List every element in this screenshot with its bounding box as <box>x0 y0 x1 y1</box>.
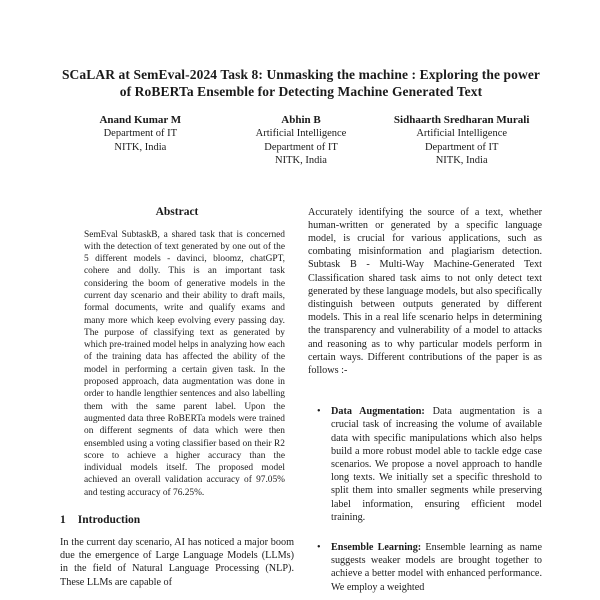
right-column <box>308 206 542 600</box>
bullet-icon: • <box>317 541 321 553</box>
section-title: Introduction <box>77 514 141 527</box>
opening-paragraph: Accurately identifying the source of a text, whether human-written or generated by a specific language model, is crucial for various applications, such as combating misinformation and plagiarism detection. Subtask B - Multi-Way Machine-Generated Text Classification shared task aims to not only detect text generated by these language models, but also specifically distinguish between outputs generated by different models. This in a real life scenario helps in determining the transparency and vulnerability of a model to attacks and reasoning as to why particular models perform in certain ways. Different contributions of the paper is as follows :- <box>308 206 542 376</box>
author-affiliation-line: Department of IT <box>264 141 338 153</box>
paper-title: SCaLAR at SemEval-2024 Task 8: Unmasking the machine : Exploring the power of RoBERTa Ensemble for Detecting Machine Generated Text <box>61 67 541 99</box>
section-heading-introduction <box>60 514 294 526</box>
author-affiliation-line: NITK, India <box>275 155 327 166</box>
author-affiliation-line: Artificial Intelligence <box>416 128 508 139</box>
author-block-3 <box>381 113 542 168</box>
author-affiliation-line: NITK, India <box>435 155 488 166</box>
author-name: Anand Kumar M <box>99 114 182 126</box>
author-affiliation-line: NITK, India <box>114 141 167 153</box>
abstract-body: SemEval SubtaskB, a shared task that is concerned with the detection of text generated by one out of the 5 different models - davinci, bloomz, chatGPT, cohere and dolly. This is an important task considering the boom of generative models in the current day scenario and their ability to draft mails, formal documents, write and qualify exams and many more which keep evolving every passing day. The purpose of classifying text as generated by which pre-trained model helps in analyzing how each of the training data has affected the ability of the model in performing a certain given task. In the proposed approach, data augmentation was done in order to handle lengthier sentences and also labelling them with the same parent label. Upon the augmented data three RoBERTa models were trained on different segments of data which were then ensembled using a voting classifier based on their R2 score to achieve a higher accuracy than the individual models itself. The proposed model achieved an overall validation accuracy of 97.05% and testing accuracy of 76.25%. <box>84 229 285 498</box>
bullet-icon: • <box>317 406 321 418</box>
left-column <box>60 206 294 600</box>
introduction-paragraph: In the current day scenario, AI has noticed a major boom due the emergence of Large Language Models (LLMs) in the field of Natural Language Processing (NLP). These LLMs are capable of <box>60 537 294 588</box>
abstract-heading: Abstract <box>155 205 199 218</box>
contributions-list <box>308 405 542 594</box>
author-affiliation-line: Department of IT <box>103 128 178 139</box>
authors-block <box>60 113 542 168</box>
two-column-body <box>60 206 542 600</box>
section-number: 1 <box>60 514 66 527</box>
author-block-1 <box>60 113 221 168</box>
bullet-label: Data Augmentation: <box>331 406 425 418</box>
author-name: Sidhaarth Sredharan Murali <box>393 114 530 126</box>
bullet-item-ensemble-learning <box>308 541 542 594</box>
bullet-text: Data augmentation is a crucial task of increasing the volume of available data with specific manipulations which also helps build a more robust model able to tackle edge case scenarios. We propose a novel approach to handle long texts. We initially set a specific threshold to split them into smaller segments while preserving label information, ensuring efficient model training. <box>331 406 543 523</box>
bullet-text: Ensemble learning as name suggests weaker models are brought together to achieve a better model with enhanced performance. We employ a weighted <box>331 541 542 593</box>
author-name: Abhin B <box>281 114 321 126</box>
author-affiliation-line: Artificial Intelligence <box>255 128 347 139</box>
bullet-label: Ensemble Learning: <box>331 541 422 553</box>
author-block-2 <box>221 113 382 168</box>
page-content <box>60 0 542 600</box>
bullet-item-data-augmentation <box>308 405 542 524</box>
author-affiliation-line: Department of IT <box>424 141 499 153</box>
